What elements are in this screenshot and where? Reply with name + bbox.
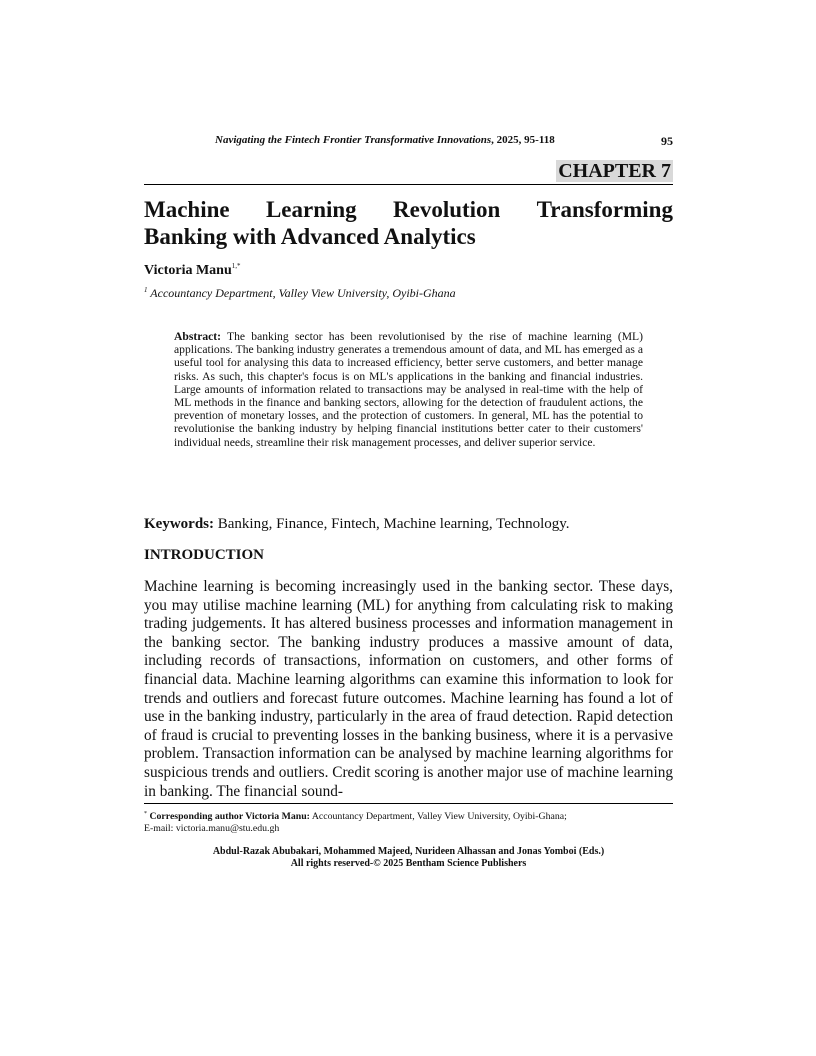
- title-word: Transforming: [536, 197, 673, 222]
- title-word: Machine: [144, 197, 230, 222]
- footnote-text: Accountancy Department, Valley View University, Oyibi-Ghana;: [309, 811, 567, 822]
- book-title: Navigating the Fintech Frontier Transformative Innovations: [215, 134, 492, 146]
- footer-editors: Abdul-Razak Abubakari, Mohammed Majeed, Nurideen Alhassan and Jonas Yomboi (Eds.): [212, 846, 605, 857]
- chapter-title-line-2: Banking with Advanced Analytics: [144, 224, 476, 249]
- keywords-label: Keywords:: [144, 516, 214, 532]
- abstract-text: The banking sector has been revolutionised by the rise of machine learning (ML) applications. The banking industry generates a tremendous amount of data, and ML has emerged as a useful tool for analysing this data to increased efficiency, better serve customers, and better manage risks. As such, this chapter's focus is on ML's applications in the banking and financial industries. Large amounts of information related to transactions may be analysed in real-time with the help of ML methods in the finance and banking sectors, allowing for the detection of fraudulent actions, the prevention of monetary losses, and the protection of customers. In general, ML has the potential to revolutionise the banking industry by helping financial institutions better cater to their customers' individual needs, streamline their risk management processes, and deliver superior service.: [174, 330, 643, 449]
- footnote: [144, 808, 673, 835]
- page-footer: [144, 846, 673, 870]
- introduction-paragraph: Machine learning is becoming increasingly used in the banking sector. These days, you may utilise machine learning (ML) for anything from calculating risk to making trading judgements. It has altered business processes and information management in the banking sector. The banking industry produces a massive amount of data, including records of transactions, information on customers, and other forms of financial data. Machine learning algorithms can examine this information to look for trends and outliers and forecast future outcomes. Machine learning has found a lot of use in the banking industry, particularly in the area of fraud detection. Rapid detection of fraud is crucial to preventing losses in the banking business, where it is a pervasive problem. Transaction information can be analysed by machine learning algorithms for suspicious trends and outliers. Credit scoring is another major use of machine learning in banking. The financial sound-: [144, 578, 673, 800]
- footnote-divider: [144, 803, 673, 804]
- year-pages: , 2025, 95-118: [491, 134, 555, 146]
- author-name: Victoria Manu: [144, 263, 232, 278]
- affiliation: [144, 286, 456, 301]
- title-word: Learning: [265, 197, 357, 222]
- running-head: [215, 134, 673, 146]
- affiliation-text: Accountancy Department, Valley View University, Oyibi-Ghana: [147, 286, 456, 300]
- title-word: Revolution: [393, 197, 501, 222]
- footnote-label: Corresponding author Victoria Manu:: [147, 811, 310, 822]
- abstract-label: Abstract:: [174, 330, 222, 343]
- page-number: 95: [661, 134, 673, 148]
- author-marks: 1,*: [231, 262, 241, 270]
- chapter-label: CHAPTER 7: [558, 160, 671, 182]
- affiliation-mark: 1: [144, 286, 148, 294]
- footnote-line-1: [144, 808, 673, 823]
- author: [144, 262, 241, 279]
- section-heading-introduction: INTRODUCTION: [144, 547, 265, 563]
- footnote-mark: *: [144, 811, 147, 817]
- chapter-header: [144, 160, 673, 185]
- abstract: [174, 330, 643, 449]
- keywords: [144, 516, 570, 533]
- keywords-text: Banking, Finance, Fintech, Machine learning, Technology.: [214, 516, 570, 532]
- footer-rights: All rights reserved-© 2025 Bentham Science Publishers: [290, 858, 527, 869]
- chapter-title: [144, 196, 673, 250]
- chapter-title-line-1: [144, 196, 673, 223]
- footnote-email: E-mail: victoria.manu@stu.edu.gh: [144, 823, 280, 834]
